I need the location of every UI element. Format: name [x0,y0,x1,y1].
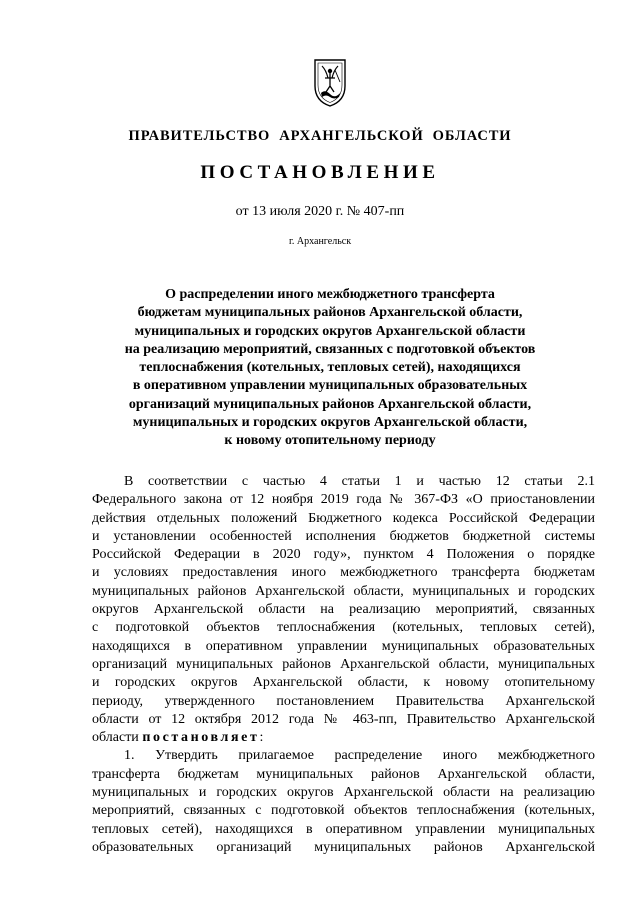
item-line: трансферта бюджетам муниципальных районов Архангельской области, [92,766,595,782]
body-line: и установлении особенностей исполнения бюджетов бюджетной системы [92,528,595,544]
body-line: области от 12 октября 2012 года № 463-пп, Правительство Архангельской [92,711,595,727]
item-line: 1. Утвердить прилагаемое распределение иного межбюджетного [124,748,595,764]
item-line: мероприятий, связанных с подготовкой объектов теплоснабжения (котельных, [92,803,595,819]
title-line: к новому отопительному периоду [224,433,436,449]
resolve-line [92,729,595,747]
title-line: муниципальных и городских округов Архангельской области, [132,415,528,431]
body-line: с подготовкой объектов теплоснабжения (котельных, тепловых сетей), [92,620,595,636]
body-line: действия отдельных положений Бюджетного кодекса Российской Федерации [92,510,595,526]
resolve-word: постановляет [142,730,260,746]
coat-of-arms-icon [312,56,348,108]
item-line: образовательных организаций муниципальных районов Архангельской [92,839,595,855]
body-line: периоду, утвержденного постановлением Правительства Архангельской [92,693,595,709]
document-type: ПОСТАНОВЛЕНИЕ [200,162,440,183]
body-line: В соответствии с частью 4 статьи 1 и частью 12 статьи 2.1 [124,474,595,489]
body-line: Российской Федерации в 2020 году», пунктом 4 Положения о порядке [92,547,595,563]
document-title [100,286,560,451]
document-city: г. Архангельск [288,236,352,247]
body-line: и городских округов Архангельской области, к новому отопительному [92,675,595,691]
body-line: муниципальных районов Архангельской области, муниципальных и городских [92,583,595,599]
body-line: находящихся в оперативном управлении муниципальных образовательных [92,638,595,654]
title-line: теплоснабжения (котельных, тепловых сетей), находящихся [139,360,521,376]
body-line: Федерального закона от 12 ноября 2019 года № 367-ФЗ «О приостановлении [92,492,595,508]
body-line: и условиях предоставления иного межбюджетного трансферта бюджетам [92,565,595,581]
title-line: бюджетам муниципальных районов Архангельской области, [137,305,523,321]
item-line: тепловых сетей), находящихся в оперативном управлении муниципальных [92,821,595,837]
resolve-prefix: области [92,730,143,746]
item-line: муниципальных и городских округов Архангельской области на реализацию [92,785,595,801]
title-line: муниципальных и городских округов Архангельской области [134,323,526,339]
resolve-suffix: : [259,730,264,746]
title-line: на реализацию мероприятий, связанных с подготовкой объектов [124,341,536,357]
document-date-number: от 13 июля 2020 г. № 407-пп [235,204,405,219]
body-line: округов Архангельской области на реализацию мероприятий, связанных [92,602,595,618]
document-body [92,473,595,857]
title-line: в оперативном управлении муниципальных образовательных [132,378,528,394]
body-line: организаций муниципальных районов Архангельской области, муниципальных [92,656,595,672]
title-line: О распределении иного межбюджетного трансферта [165,287,495,302]
title-line: организаций муниципальных районов Архангельской области, [128,396,532,412]
organization-name: ПРАВИТЕЛЬСТВО АРХАНГЕЛЬСКОЙ ОБЛАСТИ [128,128,512,144]
